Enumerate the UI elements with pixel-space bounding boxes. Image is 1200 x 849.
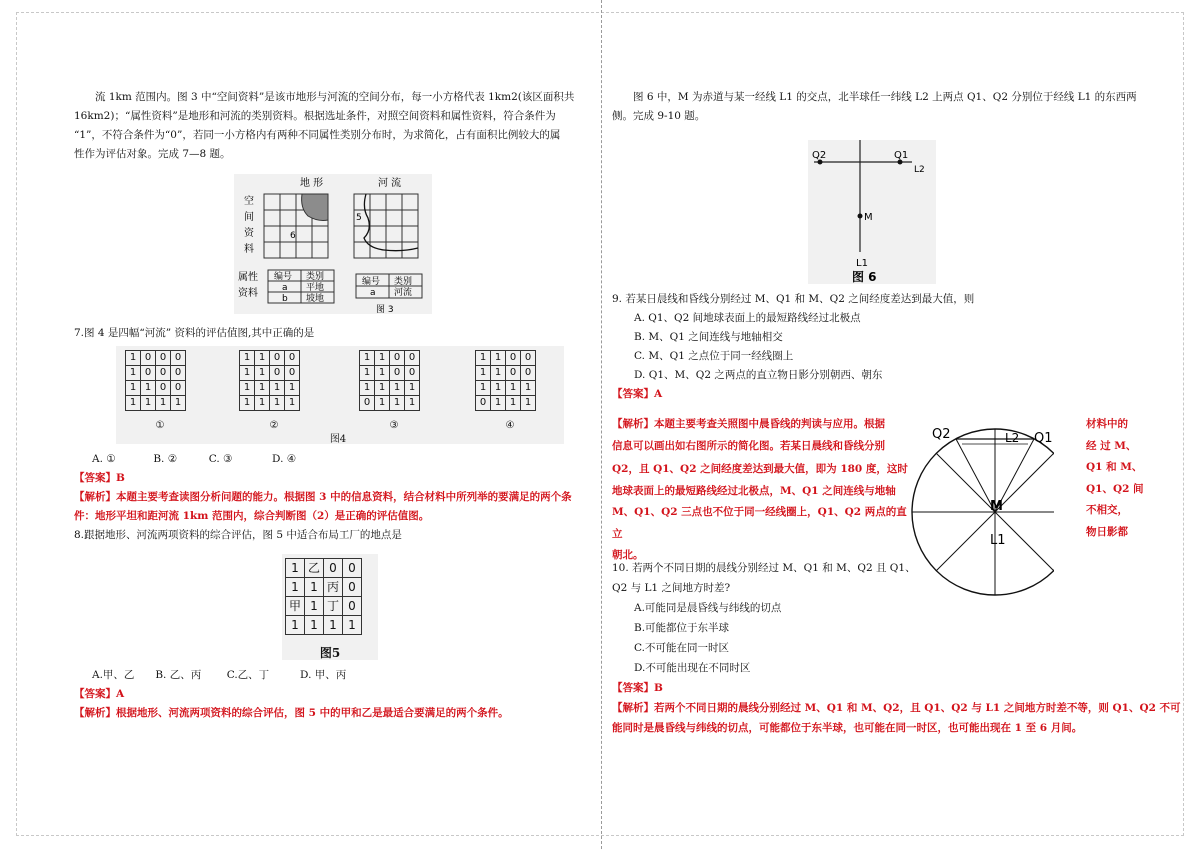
q7-option-c[interactable]: C. ③ xyxy=(208,453,233,465)
grid-cell: 1 xyxy=(324,616,343,635)
grid-cell: 丙 xyxy=(324,578,343,597)
fig4-grid-2 xyxy=(239,350,300,411)
q10-option-d[interactable]: D.不可能出现在不同时区 xyxy=(634,662,751,674)
grid-cell: 1 xyxy=(305,597,324,616)
grid-row xyxy=(126,366,186,381)
intro-line: 16km2)；“属性资料”是地形和河流的类别资料。根据选址条件，对照空间资料和属性资料，符合条件为 xyxy=(74,110,556,122)
grid-cell: 1 xyxy=(141,396,156,411)
grid-cell: 0 xyxy=(343,597,362,616)
fig3-table-head: 编号 xyxy=(274,272,293,282)
circle-label-l2: L2 xyxy=(1005,431,1020,445)
grid-row xyxy=(476,366,536,381)
label-l1: L1 xyxy=(856,258,868,269)
fig3-side-label: 料 xyxy=(244,244,254,255)
grid-cell: 甲 xyxy=(286,597,305,616)
q9-option-c[interactable]: C. M、Q1 之点位于同一经线圈上 xyxy=(634,350,794,362)
grid-cell: 1 xyxy=(286,578,305,597)
grid-cell: 1 xyxy=(360,366,375,381)
circle-label-m: M xyxy=(990,499,1003,514)
q10-option-a[interactable]: A.可能同是晨昏线与纬线的切点 xyxy=(634,602,782,614)
grid-cell: 0 xyxy=(343,578,362,597)
figure-3 xyxy=(234,174,432,314)
grid-cell: 1 xyxy=(491,396,506,411)
q8-answer: 【答案】A xyxy=(74,688,125,700)
point-m xyxy=(858,214,863,219)
q7-option-a[interactable]: A. ① xyxy=(92,453,116,465)
fig3-caption: 图 3 xyxy=(376,305,394,314)
q9-analysis-line: 信息可以画出如右图所示的简化图。若某日晨线和昏线分别 xyxy=(612,439,885,452)
grid-cell: 1 xyxy=(476,351,491,366)
fig3-cell-label: 5 xyxy=(356,213,362,223)
grid-row xyxy=(360,366,420,381)
grid-cell: 1 xyxy=(126,381,141,396)
grid-cell: 1 xyxy=(375,396,390,411)
grid-cell: 1 xyxy=(255,396,270,411)
q9-analysis-line: 材料中的 xyxy=(1086,418,1128,430)
grid-cell: 0 xyxy=(324,559,343,578)
grid-cell: 0 xyxy=(521,366,536,381)
q8-stem: 8.跟据地形、河流两项资料的综合评估，图 5 中适合布局工厂的地点是 xyxy=(74,529,402,541)
fig3-table-cell: 河流 xyxy=(394,288,413,298)
intro-line: 流 1km 范围内。图 3 中“空间资料”是该市地形与河流的空间分布，每一小方格代表 1km2(该区面积共 xyxy=(95,91,575,103)
q10-option-c[interactable]: C.不可能在同一时区 xyxy=(634,642,729,654)
grid-cell: 1 xyxy=(285,381,300,396)
grid-cell: 1 xyxy=(390,381,405,396)
grid-row xyxy=(126,351,186,366)
grid-cell: 1 xyxy=(405,396,420,411)
grid-cell: 1 xyxy=(126,366,141,381)
grid-cell: 1 xyxy=(390,396,405,411)
grid-cell: 0 xyxy=(405,366,420,381)
fig5-caption: 图5 xyxy=(319,646,341,660)
fig3-table-cell: 平地 xyxy=(306,283,325,293)
grid-cell: 1 xyxy=(240,381,255,396)
grid-cell: 1 xyxy=(491,381,506,396)
grid-row xyxy=(240,351,300,366)
grid-cell: 1 xyxy=(240,396,255,411)
grid-cell: 1 xyxy=(270,381,285,396)
fig4-grid-label: ② xyxy=(269,420,279,431)
grid-cell: 0 xyxy=(141,351,156,366)
grid-row xyxy=(286,578,362,597)
intro-line: “1”，不符合条件为“0”，若同一小方格内有两种不同属性类别分布时，为求简化，占有面积比例较大的属 xyxy=(74,129,561,141)
intro-line: 性作为评估对象。完成 7—8 题。 xyxy=(74,148,231,160)
grid-cell: 1 xyxy=(285,396,300,411)
grid-cell: 1 xyxy=(476,366,491,381)
grid-cell: 0 xyxy=(270,351,285,366)
fig3-table-cell: a xyxy=(370,288,376,298)
grid-cell: 1 xyxy=(240,351,255,366)
grid-cell: 0 xyxy=(171,366,186,381)
q9-option-d[interactable]: D. Q1、M、Q2 之两点的直立物日影分别朝西、朝东 xyxy=(634,369,883,381)
grid-cell: 1 xyxy=(286,559,305,578)
q9-block xyxy=(612,290,1182,404)
grid-cell: 1 xyxy=(141,381,156,396)
grid-cell: 0 xyxy=(343,559,362,578)
q9-analysis-right xyxy=(1086,414,1146,543)
grid-cell: 0 xyxy=(141,366,156,381)
grid-cell: 0 xyxy=(156,351,171,366)
fig4-grid-label: ④ xyxy=(505,420,515,431)
grid-cell: 1 xyxy=(521,396,536,411)
q9-analysis-line: Q1、Q2 间 xyxy=(1086,482,1144,495)
q9-option-a[interactable]: A. Q1、Q2 间地球表面上的最短路线经过北极点 xyxy=(634,312,861,324)
label-q1: Q1 xyxy=(894,150,909,161)
grid-cell: 1 xyxy=(255,366,270,381)
q8-option-d[interactable]: D. 甲、丙 xyxy=(300,669,347,681)
grid-row xyxy=(126,396,186,411)
grid-cell: 1 xyxy=(491,351,506,366)
grid-cell: 1 xyxy=(506,381,521,396)
grid-cell: 1 xyxy=(171,396,186,411)
q8-option-b[interactable]: B. 乙、丙 xyxy=(155,669,202,681)
grid-cell: 1 xyxy=(286,616,305,635)
grid-row xyxy=(240,396,300,411)
grid-cell: 0 xyxy=(285,366,300,381)
q9-stem: 9. 若某日晨线和昏线分别经过 M、Q1 和 M、Q2 之间经度差达到最大值，则 xyxy=(612,293,975,305)
slope-region xyxy=(302,194,328,221)
grid-row xyxy=(286,559,362,578)
fig3-cell-label: 6 xyxy=(290,231,296,241)
grid-row xyxy=(286,597,362,616)
grid-row xyxy=(126,381,186,396)
grid-cell: 0 xyxy=(390,351,405,366)
q7-analysis-line: 【解析】本题主要考查读图分析问题的能力。根据图 3 中的信息资料，结合材料中所列举的要满足的两个条 xyxy=(74,491,572,503)
q10-stem-line: 10. 若两个不同日期的晨线分别经过 M、Q1 和 M、Q2 且 Q1、 xyxy=(612,562,916,574)
grid-cell: 0 xyxy=(156,366,171,381)
fig3-title-river: 河 流 xyxy=(378,178,402,189)
grid-cell: 1 xyxy=(255,351,270,366)
grid-cell: 0 xyxy=(521,351,536,366)
grid-cell: 1 xyxy=(156,396,171,411)
left-column xyxy=(74,88,592,164)
grid-cell: 1 xyxy=(360,381,375,396)
fig3-attr-label: 资料 xyxy=(238,288,258,299)
grid-row xyxy=(360,351,420,366)
q10-block xyxy=(612,558,1182,738)
q8-options xyxy=(74,666,592,685)
grid-cell: 0 xyxy=(390,366,405,381)
fig3-table-head: 编号 xyxy=(362,277,381,287)
grid-row xyxy=(360,396,420,411)
grid-row xyxy=(476,351,536,366)
grid-cell: 1 xyxy=(343,616,362,635)
q9-analysis-line: Q2，且 Q1、Q2 之间经度差达到最大值，即为 180 度，这时 xyxy=(612,463,908,475)
q7-answer-block xyxy=(74,450,592,545)
grid-cell: 1 xyxy=(375,366,390,381)
grid-cell: 1 xyxy=(270,396,285,411)
q9-analysis-line: 【解析】本题主要考查关照图中晨昏线的判读与应用。根据 xyxy=(612,418,885,430)
grid-cell: 1 xyxy=(240,366,255,381)
grid-cell: 0 xyxy=(270,366,285,381)
fig3-table-head: 类别 xyxy=(394,277,413,287)
circle-label-q2: Q2 xyxy=(932,427,951,442)
q7-options xyxy=(74,450,592,469)
figure-6-drawing xyxy=(808,140,936,284)
q7-stem-block xyxy=(74,324,592,343)
fig3-title-terrain: 地 形 xyxy=(300,178,324,189)
q7-analysis-line: 件：地形平坦和距河流 1km 范围内，综合判断图（2）是正确的评估值图。 xyxy=(74,510,430,522)
label-l2: L2 xyxy=(914,165,925,175)
fig4-caption: 图4 xyxy=(329,434,347,445)
q10-analysis-line: 能同时是晨昏线与纬线的切点，可能都位于东半球，也可能在同一时区，也可能出现在 1 至 6 月间。 xyxy=(612,722,1083,734)
fig3-table-cell: 坡地 xyxy=(306,294,325,304)
grid-cell: 0 xyxy=(476,396,491,411)
fig4-grid-3 xyxy=(359,350,420,411)
q7-option-b[interactable]: B. ② xyxy=(153,453,178,465)
q9-analysis-line: 地球表面上的最短路线经过北极点，M、Q1 之间连线与地轴 xyxy=(612,484,896,497)
grid-cell: 1 xyxy=(255,381,270,396)
intro-line: 侧。完成 9-10 题。 xyxy=(612,110,706,122)
circle-label-q1: Q1 xyxy=(1034,431,1053,446)
circle-label-l1: L1 xyxy=(990,533,1006,548)
fig3-side-label: 间 xyxy=(244,212,254,223)
q10-stem-line: Q2 与 L1 之间地方时差? xyxy=(612,582,731,594)
fig3-table-cell: a xyxy=(282,283,288,293)
q9-analysis-left xyxy=(612,414,908,567)
q9-analysis-line: 物日影都 xyxy=(1086,525,1128,538)
grid-cell: 丁 xyxy=(324,597,343,616)
grid-cell: 0 xyxy=(506,366,521,381)
grid-row xyxy=(476,381,536,396)
grid-cell: 1 xyxy=(506,396,521,411)
grid-cell: 0 xyxy=(405,351,420,366)
label-q2: Q2 xyxy=(812,150,827,161)
fig4-grid-4 xyxy=(475,350,536,411)
q9-analysis-line: M、Q1、Q2 三点也不位于同一经线圈上，Q1、Q2 两点的直立 xyxy=(612,506,907,540)
grid-cell: 1 xyxy=(360,351,375,366)
q9-answer: 【答案】A xyxy=(612,388,663,400)
grid-cell: 1 xyxy=(126,351,141,366)
label-m: M xyxy=(864,212,873,223)
grid-row xyxy=(476,396,536,411)
grid-cell: 0 xyxy=(156,381,171,396)
q8-analysis: 【解析】根据地形、河流两项资料的综合评估，图 5 中的甲和乙是最适合要满足的两个条件。 xyxy=(74,707,509,719)
fig4-grid-label: ③ xyxy=(389,420,399,431)
q8-option-c[interactable]: C.乙、丁 xyxy=(226,669,270,681)
grid-cell: 1 xyxy=(491,366,506,381)
grid-cell: 1 xyxy=(126,396,141,411)
grid-cell: 1 xyxy=(305,616,324,635)
q9-analysis-line: 朝北。 xyxy=(612,549,644,561)
grid-cell: 1 xyxy=(476,381,491,396)
grid-cell: 0 xyxy=(360,396,375,411)
grid-row xyxy=(240,381,300,396)
grid-cell: 0 xyxy=(285,351,300,366)
q9-analysis-line: 不相交， xyxy=(1086,504,1128,516)
fig3-side-label: 资 xyxy=(244,228,254,239)
grid-cell: 1 xyxy=(375,381,390,396)
grid-cell: 乙 xyxy=(305,559,324,578)
q9-analysis-line: Q1 和 M、 xyxy=(1086,461,1143,473)
q7-option-d[interactable]: D. ④ xyxy=(272,453,297,465)
grid-cell: 1 xyxy=(305,578,324,597)
grid-cell: 1 xyxy=(375,351,390,366)
fig3-table-head: 类别 xyxy=(306,272,325,282)
q10-analysis-line: 【解析】若两个不同日期的晨线分别经过 M、Q1 和 M、Q2，且 Q1、Q2 与 L1 之间地方时差不等，则 Q1、Q2 不可 xyxy=(612,702,1181,714)
q9-analysis-line: 经 过 M、 xyxy=(1086,439,1137,452)
grid-cell: 0 xyxy=(171,381,186,396)
grid-row xyxy=(360,381,420,396)
figure-3-drawing xyxy=(234,174,432,314)
column-divider xyxy=(601,0,602,849)
fig3-table-cell: b xyxy=(282,294,288,304)
intro-line: 图 6 中，M 为赤道与某一经线 L1 的交点，北半球任一纬线 L2 上两点 Q1、Q2 分别位于经线 L1 的东西两 xyxy=(633,91,1137,103)
fig4-grid-1 xyxy=(125,350,186,411)
right-intro xyxy=(612,88,1182,126)
grid-cell: 0 xyxy=(171,351,186,366)
q10-answer: 【答案】B xyxy=(612,682,663,694)
q8-option-a[interactable]: A.甲、乙 xyxy=(92,669,135,681)
fig6-caption: 图 6 xyxy=(852,270,877,284)
fig3-attr-label: 属性 xyxy=(238,272,258,283)
grid-cell: 1 xyxy=(405,381,420,396)
figure-6 xyxy=(808,140,936,284)
fig4-grid-label: ① xyxy=(155,420,165,431)
grid-cell: 1 xyxy=(521,381,536,396)
fig3-side-label: 空 xyxy=(244,196,254,207)
q10-option-b[interactable]: B.可能都位于东半球 xyxy=(634,622,730,634)
grid-cell: 0 xyxy=(506,351,521,366)
fig5-grid xyxy=(285,558,362,635)
grid-row xyxy=(286,616,362,635)
q8-answer-block xyxy=(74,666,592,723)
q7-answer: 【答案】B xyxy=(74,472,125,484)
grid-row xyxy=(240,366,300,381)
q9-option-b[interactable]: B. M、Q1 之间连线与地轴相交 xyxy=(634,331,783,343)
q7-stem: 7.图 4 是四幅“河流” 资料的评估值图,其中正确的是 xyxy=(74,327,315,339)
